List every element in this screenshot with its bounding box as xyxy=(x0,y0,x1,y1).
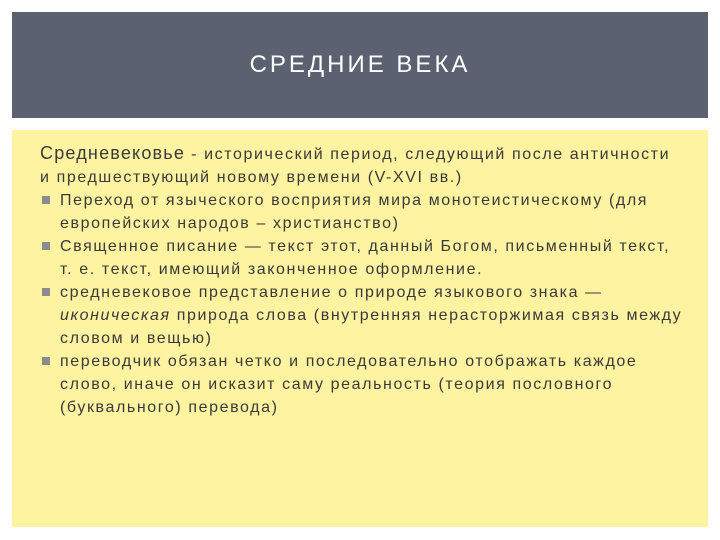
square-bullet-icon xyxy=(42,357,50,365)
bullet-text: переводчик обязан четко и последовательно отображать каждое слово, иначе он исказит саму реальность (теория пословного (буквального) перевода) xyxy=(60,353,638,416)
content-panel xyxy=(12,130,708,527)
list-item xyxy=(42,281,684,350)
square-bullet-icon xyxy=(42,242,50,250)
title-bar xyxy=(12,12,708,118)
intro-paragraph xyxy=(40,142,684,189)
bullet-text-suffix: природа слова (внутренняя нерасторжимая связь между словом и вещью) xyxy=(60,307,683,347)
intro-term: Средневековье xyxy=(40,143,186,163)
slide-title: СРЕДНИЕ ВЕКА xyxy=(249,51,471,78)
square-bullet-icon xyxy=(42,196,50,204)
list-item xyxy=(42,235,684,281)
intro-text: - исторический период, следующий после античности и предшествующий новому времени (V-XVI вв.) xyxy=(40,146,671,186)
bullet-text: Священное писание — текст этот, данный Богом, письменный текст, т. е. текст, имеющий законченное оформление. xyxy=(60,238,671,278)
list-item xyxy=(42,189,684,235)
bullet-list xyxy=(42,189,684,419)
bullet-text-emphasis: иконическая xyxy=(60,307,171,324)
bullet-text-prefix: средневековое представление о природе языкового знака — xyxy=(60,284,603,301)
square-bullet-icon xyxy=(42,288,50,296)
bullet-text: Переход от языческого восприятия мира монотеистическому (для европейских народов – христианство) xyxy=(60,192,649,232)
list-item xyxy=(42,350,684,419)
